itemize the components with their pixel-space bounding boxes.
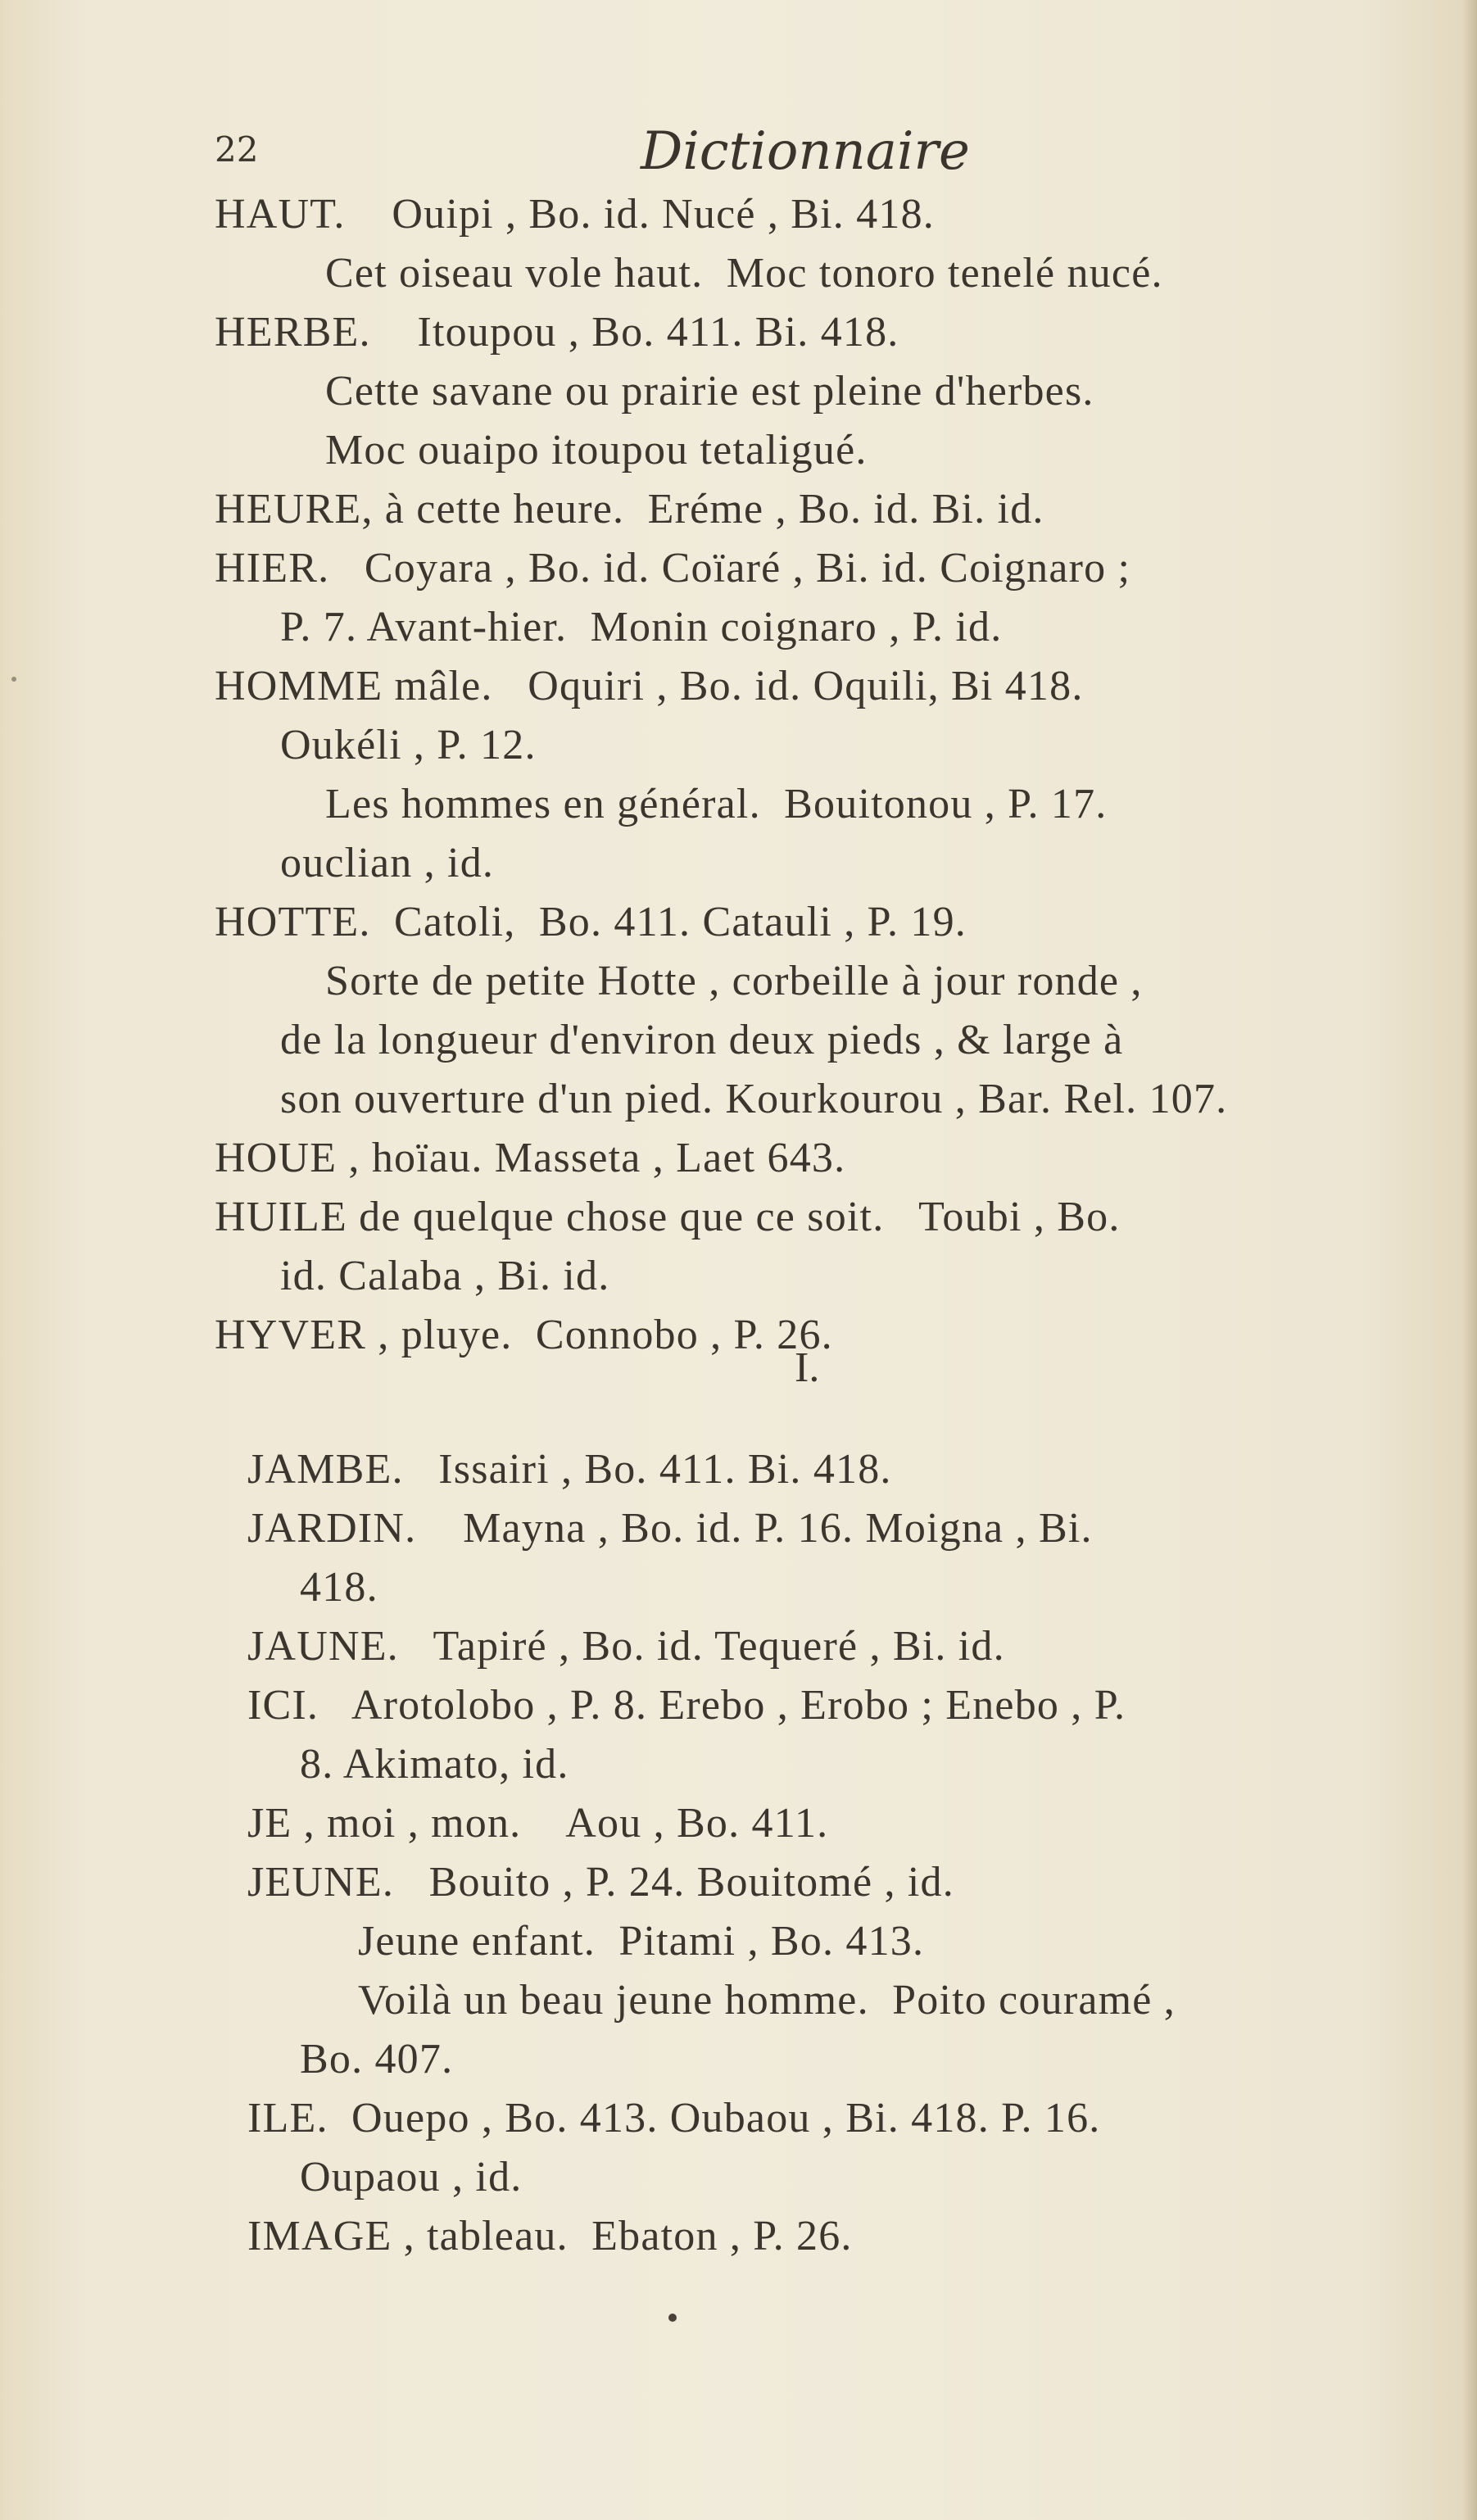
entry-herbe-translation: Moc ouaipo itoupou tetaligué. [325, 427, 868, 474]
entry-je: JE , moi , mon. Aou , Bo. 411. [247, 1800, 829, 1847]
section-i-entries [247, 1440, 1394, 2266]
entry-ici: ICI. Arotolobo , P. 8. Erebo , Erobo ; Enebo , P. [247, 1682, 1126, 1729]
entry-houe: HOUE , hoïau. Masseta , Laet 643. [215, 1135, 846, 1181]
entry-ile: ILE. Ouepo , Bo. 413. Oubaou , Bi. 418. P. 16. [247, 2095, 1101, 2142]
page-spine-shadow [1462, 0, 1477, 2520]
ink-fleck [11, 677, 16, 682]
entry-hotte-description: Sorte de petite Hotte , corbeille à jour ronde , [325, 958, 1143, 1004]
entry-jardin: JARDIN. Mayna , Bo. id. P. 16. Moigna , Bi. [247, 1505, 1093, 1552]
entry-jeune-homme-continued: Bo. 407. [300, 2036, 454, 2083]
entry-huile: HUILE de quelque chose que ce soit. Toubi , Bo. [215, 1194, 1121, 1240]
entry-jeune-enfant: Jeune enfant. Pitami , Bo. 413. [358, 1918, 925, 1965]
entry-hier-continued: P. 7. Avant-hier. Monin coignaro , P. id. [280, 604, 1003, 650]
entry-haut-example: Cet oiseau vole haut. Moc tonoro tenelé nucé. [325, 250, 1163, 297]
entry-herbe: HERBE. Itoupou , Bo. 411. Bi. 418. [215, 309, 899, 356]
entry-hier: HIER. Coyara , Bo. id. Coïaré , Bi. id. Coignaro ; [215, 545, 1131, 591]
entry-jeune: JEUNE. Bouito , P. 24. Bouitomé , id. [247, 1859, 954, 1906]
page-header [215, 121, 1378, 187]
entry-hotte: HOTTE. Catoli, Bo. 411. Catauli , P. 19. [215, 899, 967, 945]
section-heading-i: I. [795, 1344, 820, 1391]
entry-jardin-continued: 418. [300, 1564, 378, 1611]
entry-hommes-continued: ouclian , id. [280, 840, 495, 886]
entry-jambe: JAMBE. Issairi , Bo. 411. Bi. 418. [247, 1446, 892, 1493]
entry-ile-continued: Oupaou , id. [300, 2154, 523, 2200]
entry-homme-continued: Oukéli , P. 12. [280, 722, 537, 768]
running-title: Dictionnaire [641, 121, 970, 182]
entry-homme: HOMME mâle. Oquiri , Bo. id. Oquili, Bi 418. [215, 663, 1084, 709]
entry-huile-continued: id. Calaba , Bi. id. [280, 1253, 610, 1299]
entry-heure: HEURE, à cette heure. Eréme , Bo. id. Bi. id. [215, 486, 1044, 533]
entry-hotte-description-2: de la longueur d'environ deux pieds , & large à [280, 1017, 1124, 1063]
entry-hommes-general: Les hommes en général. Bouitonou , P. 17. [325, 781, 1108, 827]
entry-jeune-homme: Voilà un beau jeune homme. Poito couramé , [358, 1977, 1176, 2024]
entry-herbe-example: Cette savane ou prairie est pleine d'herbes. [325, 368, 1094, 415]
entry-ici-continued: 8. Akimato, id. [300, 1741, 569, 1788]
page-number: 22 [215, 129, 259, 170]
entry-hyver: HYVER , pluye. Connobo , P. 26. [215, 1312, 833, 1358]
entry-image: IMAGE , tableau. Ebaton , P. 26. [247, 2213, 853, 2259]
entry-jaune: JAUNE. Tapiré , Bo. id. Tequeré , Bi. id. [247, 1623, 1005, 1670]
entry-haut: HAUT. Ouipi , Bo. id. Nucé , Bi. 418. [215, 191, 935, 238]
entry-hotte-description-3: son ouverture d'un pied. Kourkourou , Bar. Rel. 107. [280, 1076, 1228, 1122]
ink-fleck [668, 2314, 677, 2322]
section-h-entries [215, 185, 1394, 1365]
